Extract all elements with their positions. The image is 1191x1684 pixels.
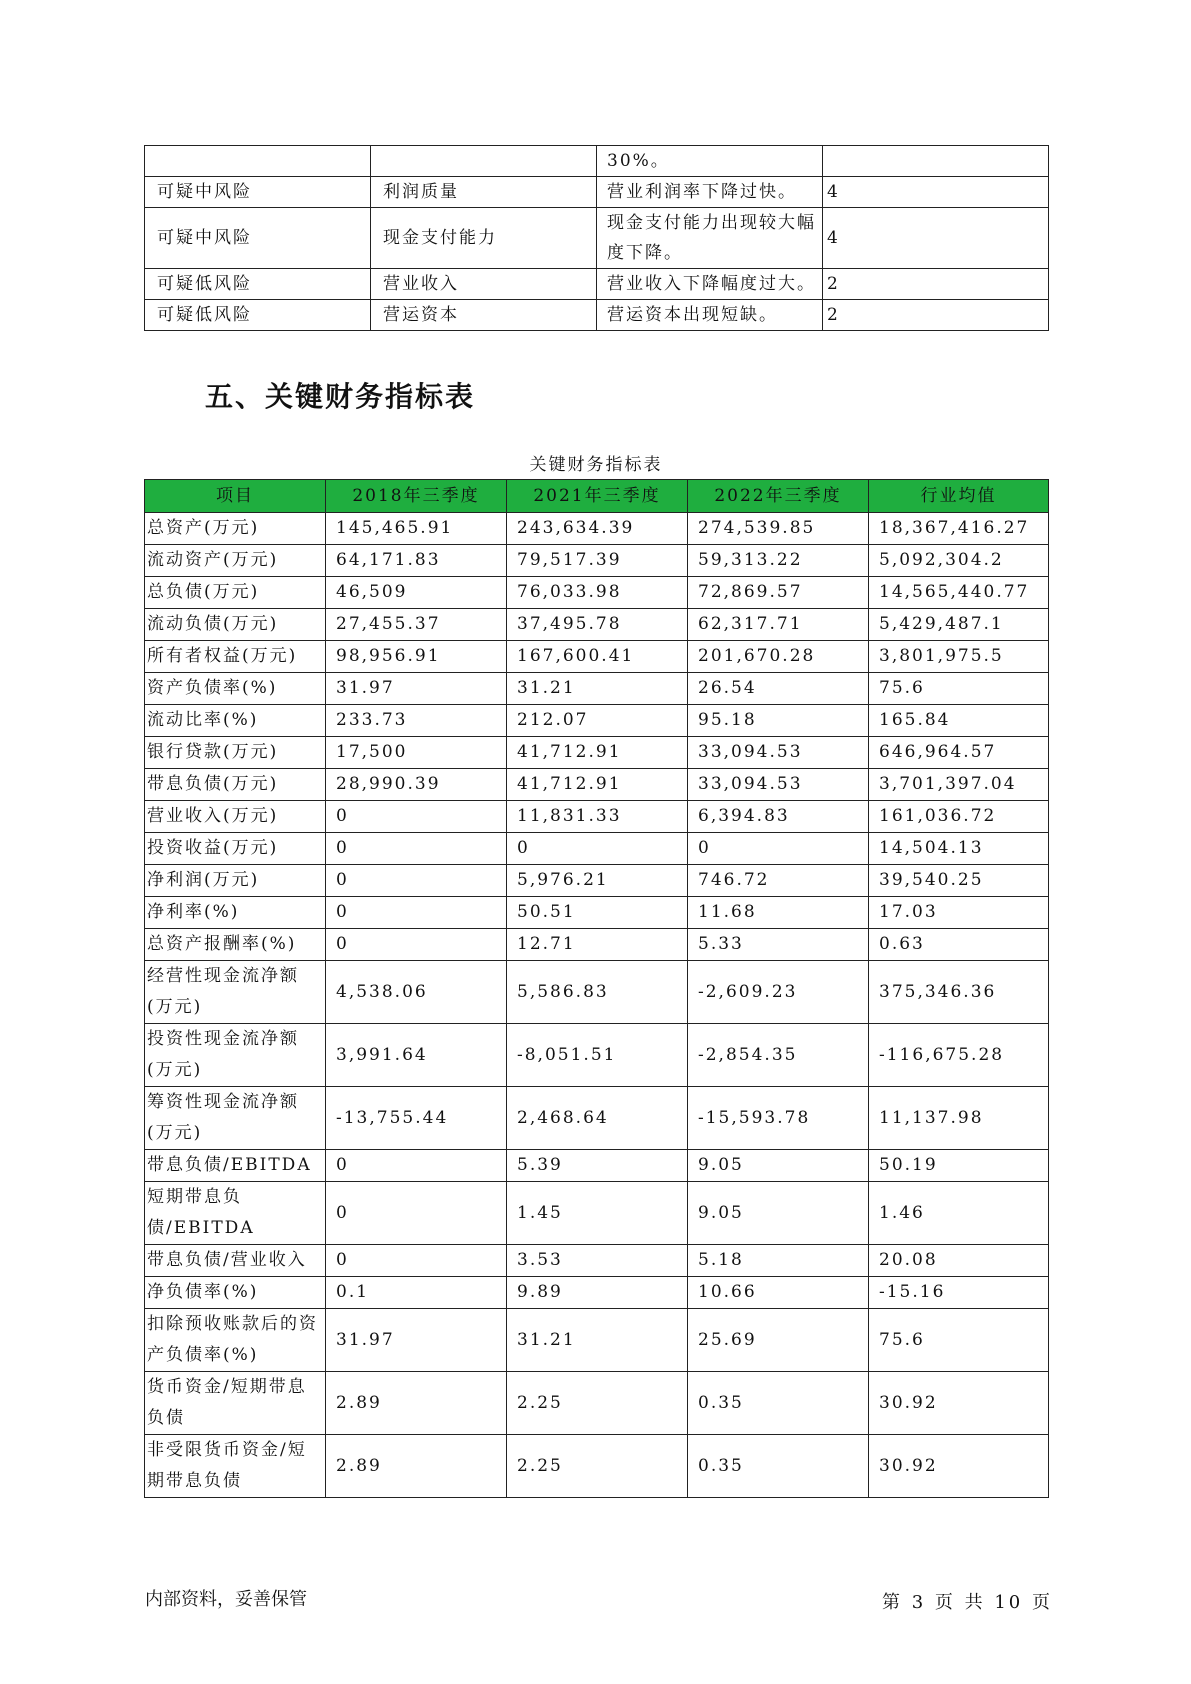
metric-value: 243,634.39 bbox=[507, 513, 688, 545]
metric-label: 总负债(万元) bbox=[145, 577, 326, 609]
table-row bbox=[145, 1024, 1049, 1087]
metric-value: 167,600.41 bbox=[507, 641, 688, 673]
header-2022q3: 2022年三季度 bbox=[688, 480, 869, 513]
metric-value: 30.92 bbox=[869, 1372, 1049, 1435]
metric-value: 59,313.22 bbox=[688, 545, 869, 577]
metric-label: 带息负债(万元) bbox=[145, 769, 326, 801]
metric-value: -15,593.78 bbox=[688, 1087, 869, 1150]
table-cell: 可疑低风险 bbox=[145, 300, 371, 331]
metric-value: 62,317.71 bbox=[688, 609, 869, 641]
metric-value: 2.89 bbox=[326, 1372, 507, 1435]
metric-value: 11,137.98 bbox=[869, 1087, 1049, 1150]
table-caption: 关键财务指标表 bbox=[529, 455, 663, 475]
metric-value: 14,504.13 bbox=[869, 833, 1049, 865]
metric-label: 净利润(万元) bbox=[145, 865, 326, 897]
metric-value: 5.33 bbox=[688, 929, 869, 961]
table-cell: 营运资本出现短缺。 bbox=[597, 300, 823, 331]
header-2021q3: 2021年三季度 bbox=[507, 480, 688, 513]
metric-value: 17,500 bbox=[326, 737, 507, 769]
metric-value: 4,538.06 bbox=[326, 961, 507, 1024]
metric-value: 30.92 bbox=[869, 1435, 1049, 1498]
metric-value: 31.97 bbox=[326, 673, 507, 705]
section-heading: 五、关键财务指标表 bbox=[205, 380, 476, 413]
metric-value: 5,586.83 bbox=[507, 961, 688, 1024]
table-row bbox=[145, 865, 1049, 897]
metric-value: 25.69 bbox=[688, 1309, 869, 1372]
metric-value: 0 bbox=[507, 833, 688, 865]
header-item: 项目 bbox=[145, 480, 326, 513]
metric-value: 0 bbox=[326, 865, 507, 897]
metric-value: 0.1 bbox=[326, 1277, 507, 1309]
metric-label: 资产负债率(%) bbox=[145, 673, 326, 705]
table-cell: 可疑中风险 bbox=[145, 208, 371, 269]
metric-value: 165.84 bbox=[869, 705, 1049, 737]
metric-label: 流动资产(万元) bbox=[145, 545, 326, 577]
table-cell bbox=[371, 146, 597, 177]
table-cell: 利润质量 bbox=[371, 177, 597, 208]
metric-value: 0.63 bbox=[869, 929, 1049, 961]
table-cell: 可疑低风险 bbox=[145, 269, 371, 300]
metric-label: 经营性现金流净额(万元) bbox=[145, 961, 326, 1024]
metric-value: -8,051.51 bbox=[507, 1024, 688, 1087]
table-row bbox=[145, 609, 1049, 641]
metric-value: 33,094.53 bbox=[688, 769, 869, 801]
metric-label: 筹资性现金流净额(万元) bbox=[145, 1087, 326, 1150]
metric-label: 扣除预收账款后的资产负债率(%) bbox=[145, 1309, 326, 1372]
table-row bbox=[145, 300, 1049, 331]
metric-value: 5,092,304.2 bbox=[869, 545, 1049, 577]
table-cell: 营运资本 bbox=[371, 300, 597, 331]
metric-value: 201,670.28 bbox=[688, 641, 869, 673]
header-2018q3: 2018年三季度 bbox=[326, 480, 507, 513]
metric-value: 0 bbox=[326, 929, 507, 961]
metric-value: -2,854.35 bbox=[688, 1024, 869, 1087]
metric-value: 2.25 bbox=[507, 1372, 688, 1435]
metric-value: 14,565,440.77 bbox=[869, 577, 1049, 609]
table-row bbox=[145, 1150, 1049, 1182]
table-row bbox=[145, 929, 1049, 961]
metric-value: 0 bbox=[326, 801, 507, 833]
metric-value: 9.89 bbox=[507, 1277, 688, 1309]
table-row bbox=[145, 673, 1049, 705]
metrics-header-row bbox=[145, 480, 1049, 513]
table-row bbox=[145, 1435, 1049, 1498]
table-row bbox=[145, 1277, 1049, 1309]
table-cell: 营业收入下降幅度过大。 bbox=[597, 269, 823, 300]
metric-value: 0 bbox=[326, 833, 507, 865]
table-row bbox=[145, 641, 1049, 673]
table-row bbox=[145, 1245, 1049, 1277]
metric-value: 0 bbox=[688, 833, 869, 865]
metric-value: 9.05 bbox=[688, 1150, 869, 1182]
metric-value: 0.35 bbox=[688, 1435, 869, 1498]
metric-label: 投资性现金流净额(万元) bbox=[145, 1024, 326, 1087]
table-row bbox=[145, 769, 1049, 801]
table-row bbox=[145, 577, 1049, 609]
metric-value: -15.16 bbox=[869, 1277, 1049, 1309]
table-row bbox=[145, 208, 1049, 269]
metrics-table bbox=[144, 479, 1049, 1498]
table-cell: 2 bbox=[823, 300, 1049, 331]
metric-value: 274,539.85 bbox=[688, 513, 869, 545]
table-row bbox=[145, 1309, 1049, 1372]
metric-value: 64,171.83 bbox=[326, 545, 507, 577]
metric-value: 37,495.78 bbox=[507, 609, 688, 641]
risk-table bbox=[144, 145, 1049, 331]
table-row bbox=[145, 545, 1049, 577]
metric-value: 5,429,487.1 bbox=[869, 609, 1049, 641]
metric-value: 0.35 bbox=[688, 1372, 869, 1435]
metric-label: 流动负债(万元) bbox=[145, 609, 326, 641]
metric-value: 33,094.53 bbox=[688, 737, 869, 769]
table-cell: 可疑中风险 bbox=[145, 177, 371, 208]
table-row bbox=[145, 1182, 1049, 1245]
metric-value: 11,831.33 bbox=[507, 801, 688, 833]
metric-value: 12.71 bbox=[507, 929, 688, 961]
table-cell: 现金支付能力 bbox=[371, 208, 597, 269]
table-row bbox=[145, 269, 1049, 300]
metric-value: 233.73 bbox=[326, 705, 507, 737]
metric-value: 10.66 bbox=[688, 1277, 869, 1309]
metric-value: 5.39 bbox=[507, 1150, 688, 1182]
metric-value: 375,346.36 bbox=[869, 961, 1049, 1024]
metric-value: 20.08 bbox=[869, 1245, 1049, 1277]
metric-value: 1.45 bbox=[507, 1182, 688, 1245]
metric-value: 39,540.25 bbox=[869, 865, 1049, 897]
table-cell: 4 bbox=[823, 208, 1049, 269]
table-cell: 2 bbox=[823, 269, 1049, 300]
metric-value: 75.6 bbox=[869, 1309, 1049, 1372]
metric-value: 72,869.57 bbox=[688, 577, 869, 609]
header-industry-avg: 行业均值 bbox=[869, 480, 1049, 513]
metric-value: 76,033.98 bbox=[507, 577, 688, 609]
metric-value: 41,712.91 bbox=[507, 769, 688, 801]
table-row bbox=[145, 705, 1049, 737]
table-cell: 现金支付能力出现较大幅度下降。 bbox=[597, 208, 823, 269]
table-row bbox=[145, 1372, 1049, 1435]
table-row bbox=[145, 897, 1049, 929]
metric-value: 2.89 bbox=[326, 1435, 507, 1498]
metric-label: 所有者权益(万元) bbox=[145, 641, 326, 673]
metric-value: 95.18 bbox=[688, 705, 869, 737]
table-cell: 4 bbox=[823, 177, 1049, 208]
metric-value: 9.05 bbox=[688, 1182, 869, 1245]
metric-value: 31.21 bbox=[507, 1309, 688, 1372]
metric-value: 79,517.39 bbox=[507, 545, 688, 577]
metric-value: 11.68 bbox=[688, 897, 869, 929]
metric-value: 50.19 bbox=[869, 1150, 1049, 1182]
metric-label: 带息负债/EBITDA bbox=[145, 1150, 326, 1182]
table-cell: 30%。 bbox=[597, 146, 823, 177]
table-row bbox=[145, 1087, 1049, 1150]
metric-label: 营业收入(万元) bbox=[145, 801, 326, 833]
table-row bbox=[145, 146, 1049, 177]
metric-value: 0 bbox=[326, 1245, 507, 1277]
metric-value: 28,990.39 bbox=[326, 769, 507, 801]
metric-value: 2,468.64 bbox=[507, 1087, 688, 1150]
metric-value: -13,755.44 bbox=[326, 1087, 507, 1150]
metric-label: 净负债率(%) bbox=[145, 1277, 326, 1309]
metric-value: 75.6 bbox=[869, 673, 1049, 705]
metric-value: 50.51 bbox=[507, 897, 688, 929]
metric-value: -116,675.28 bbox=[869, 1024, 1049, 1087]
metric-value: 17.03 bbox=[869, 897, 1049, 929]
metric-value: 0 bbox=[326, 897, 507, 929]
metric-value: 746.72 bbox=[688, 865, 869, 897]
metric-label: 流动比率(%) bbox=[145, 705, 326, 737]
metric-value: 3,801,975.5 bbox=[869, 641, 1049, 673]
metric-label: 带息负债/营业收入 bbox=[145, 1245, 326, 1277]
metric-value: 27,455.37 bbox=[326, 609, 507, 641]
table-row bbox=[145, 177, 1049, 208]
footer-page-number: 第 3 页 共 10 页 bbox=[882, 1592, 1053, 1613]
table-row bbox=[145, 513, 1049, 545]
metric-label: 货币资金/短期带息负债 bbox=[145, 1372, 326, 1435]
metric-value: 31.97 bbox=[326, 1309, 507, 1372]
metric-value: 31.21 bbox=[507, 673, 688, 705]
metric-label: 投资收益(万元) bbox=[145, 833, 326, 865]
metric-value: 5,976.21 bbox=[507, 865, 688, 897]
metric-label: 非受限货币资金/短期带息负债 bbox=[145, 1435, 326, 1498]
metric-value: 0 bbox=[326, 1182, 507, 1245]
metric-value: 646,964.57 bbox=[869, 737, 1049, 769]
table-row bbox=[145, 737, 1049, 769]
table-row bbox=[145, 801, 1049, 833]
metric-value: 46,509 bbox=[326, 577, 507, 609]
metric-value: 26.54 bbox=[688, 673, 869, 705]
metric-value: 212.07 bbox=[507, 705, 688, 737]
metric-label: 银行贷款(万元) bbox=[145, 737, 326, 769]
metric-value: 18,367,416.27 bbox=[869, 513, 1049, 545]
metric-value: 5.18 bbox=[688, 1245, 869, 1277]
metric-value: 0 bbox=[326, 1150, 507, 1182]
table-cell bbox=[145, 146, 371, 177]
table-cell bbox=[823, 146, 1049, 177]
table-row bbox=[145, 833, 1049, 865]
metric-value: 6,394.83 bbox=[688, 801, 869, 833]
table-row bbox=[145, 961, 1049, 1024]
table-cell: 营业收入 bbox=[371, 269, 597, 300]
metric-label: 总资产报酬率(%) bbox=[145, 929, 326, 961]
metric-value: 41,712.91 bbox=[507, 737, 688, 769]
metric-value: 3.53 bbox=[507, 1245, 688, 1277]
metric-value: 3,991.64 bbox=[326, 1024, 507, 1087]
metric-value: 98,956.91 bbox=[326, 641, 507, 673]
metric-label: 总资产(万元) bbox=[145, 513, 326, 545]
metric-value: -2,609.23 bbox=[688, 961, 869, 1024]
footer-confidential-note: 内部资料，妥善保管 bbox=[145, 1589, 307, 1610]
metric-label: 短期带息负债/EBITDA bbox=[145, 1182, 326, 1245]
metric-value: 1.46 bbox=[869, 1182, 1049, 1245]
metric-value: 3,701,397.04 bbox=[869, 769, 1049, 801]
metric-value: 161,036.72 bbox=[869, 801, 1049, 833]
table-cell: 营业利润率下降过快。 bbox=[597, 177, 823, 208]
metric-label: 净利率(%) bbox=[145, 897, 326, 929]
metric-value: 2.25 bbox=[507, 1435, 688, 1498]
metric-value: 145,465.91 bbox=[326, 513, 507, 545]
